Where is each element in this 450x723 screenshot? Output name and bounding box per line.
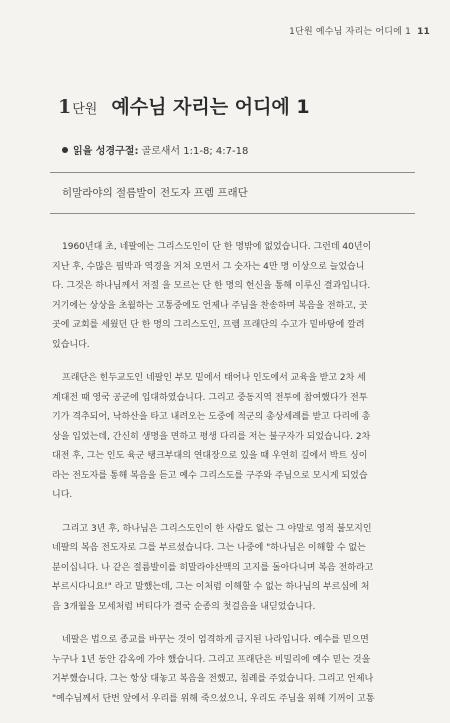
text-line: 지난 후, 수많은 핍박과 역경을 거쳐 오면서 그 숫자는 4만 명 이상으로 늘었습니 <box>52 261 365 272</box>
reading-label: 읽을 성경구절: <box>73 146 139 157</box>
unit-title <box>58 92 310 119</box>
text-line: 계대전 때 영국 공군에 입대하였습니다. 그리고 중동지역 전투에 참여했다가 전투 <box>52 392 368 403</box>
paragraph <box>52 520 418 618</box>
text-line: 분이십니다. 나 같은 절름발이를 히말라야산맥의 고지를 돌아다니며 복음 전하라고 <box>52 562 374 573</box>
text-line: "예수님께서 단번 앞에서 우리를 위해 죽으셨으니, 우리도 주님을 위해 기꺼이 고통 <box>52 693 375 704</box>
body-text <box>52 238 418 723</box>
text-line: 라는 전도자를 통해 복음을 듣고 예수 그리스도를 구주와 주님으로 모시게 되었습 <box>52 470 368 481</box>
unit-number: 1 <box>58 96 72 118</box>
text-line: 네팔의 복음 전도자로 그를 부르셨습니다. 그는 나중에 "하나님은 이해할 수 없는 <box>52 543 366 553</box>
section-subtitle: 히말라야의 절름발이 전도자 프렘 프래단 <box>62 187 248 199</box>
running-title: 1단원 예수님 자리는 어디에 1 <box>289 27 412 37</box>
paragraph <box>52 369 418 506</box>
text-line: 거기에는 상상을 초월하는 고통중에도 언제나 주님을 찬송하며 복음을 전하고, 곳 <box>52 300 368 311</box>
paragraph <box>52 631 418 709</box>
text-line: 음 3개월을 모세처럼 버티다가 결국 순종의 첫걸음을 내딛었습니다. <box>52 601 316 612</box>
text-line: 거부했습니다. 그는 항상 대놓고 복음을 전했고, 침례를 주었습니다. 그리고 언제나 <box>52 674 374 684</box>
paragraph <box>52 238 418 355</box>
text-line: 부르시다니요!" 라고 말했는데, 그는 이처럼 이해할 수 없는 하나님의 부르심에 처 <box>52 582 370 592</box>
reading-passage <box>62 142 248 157</box>
text-line: 상을 입었는데, 간신히 생명을 면하고 평생 다리를 저는 불구자가 되었습니다. 2차 <box>52 431 371 442</box>
text-line: 니다. <box>52 490 73 500</box>
running-header <box>289 24 430 37</box>
text-line: 곳에 교회를 세웠던 단 한 명의 그리스도인, 프렘 프래단의 수고가 밑바탕에 깔려 <box>52 320 365 330</box>
text-line: 기가 격추되어, 낙하산을 타고 내려오는 도중에 적군의 총상세례를 받고 다리에 총 <box>52 412 371 422</box>
unit-label <box>58 96 97 118</box>
bullet-icon <box>62 147 68 153</box>
page-number: 11 <box>417 27 430 37</box>
unit-word: 단원 <box>72 102 98 117</box>
text-line: 있습니다. <box>52 339 90 350</box>
text-line: 다. 그것은 하나님께서 저절 을 모르는 단 한 명의 헌신을 통해 이루신 결과입니다. <box>52 281 371 291</box>
text-line: 그리고 3년 후, 하나님은 그리스도인이 한 사람도 없는 그 야말로 영적 불모지인 <box>62 523 372 534</box>
text-line: 누구나 1년 동안 감옥에 가야 했습니다. 그리고 프래단은 비밀리에 예수 믿는 것을 <box>52 654 371 665</box>
text-line: 네팔은 법으로 종교를 바꾸는 것이 엄격하게 금지된 나라입니다. 예수를 믿으면 <box>62 635 369 645</box>
text-line: 프래단은 힌두교도인 네팔인 부모 밑에서 태어나 인도에서 교육을 받고 2차 세 <box>62 373 366 383</box>
text-line: 대전 후, 그는 인도 육군 탱크부대의 연대장으로 있을 때 우연히 길에서 박트 싱이 <box>52 451 368 461</box>
divider-bottom <box>50 213 415 214</box>
divider-top <box>50 172 415 173</box>
unit-heading: 예수님 자리는 어디에 1 <box>111 96 310 118</box>
reading-refs: 골로새서 1:1-8; 4:7-18 <box>141 146 249 157</box>
text-line: 1960년대 초, 네팔에는 그리스도인이 단 한 명밖에 없었습니다. 그런데 40년이 <box>62 242 372 252</box>
